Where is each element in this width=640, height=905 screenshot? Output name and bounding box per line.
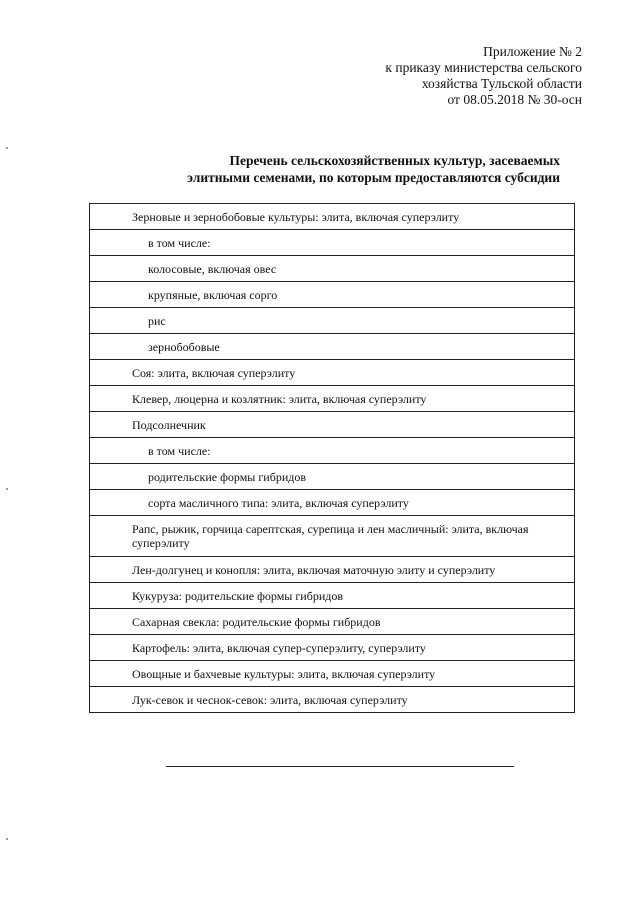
appendix-header	[322, 44, 582, 108]
appendix-ministry: хозяйства Тульской области	[421, 76, 582, 91]
table-row	[90, 308, 575, 334]
crop-cell: родительские формы гибридов	[90, 464, 575, 490]
appendix-number: Приложение № 2	[483, 44, 582, 59]
table-row	[90, 687, 575, 713]
crops-table	[89, 203, 575, 713]
title-line-2: элитными семенами, по которым предоставляются субсидии	[187, 170, 560, 185]
table-row	[90, 490, 575, 516]
scan-mark	[6, 488, 8, 490]
crop-cell: в том числе:	[90, 438, 575, 464]
table-row	[90, 635, 575, 661]
crop-cell: крупяные, включая сорго	[90, 282, 575, 308]
table-row	[90, 230, 575, 256]
table-row	[90, 583, 575, 609]
table-row	[90, 360, 575, 386]
table-row	[90, 661, 575, 687]
crop-cell: Рапс, рыжик, горчица сарептская, сурепица и лен масличный: элита, включая суперэлиту	[90, 516, 575, 557]
crop-cell: Овощные и бахчевые культуры: элита, включая суперэлиту	[90, 661, 575, 687]
crop-cell: колосовые, включая овес	[90, 256, 575, 282]
table-row	[90, 438, 575, 464]
crop-cell: сорта масличного типа: элита, включая суперэлиту	[90, 490, 575, 516]
table-row	[90, 386, 575, 412]
table-row	[90, 557, 575, 583]
table-row	[90, 516, 575, 557]
crop-cell: Кукуруза: родительские формы гибридов	[90, 583, 575, 609]
table-row	[90, 204, 575, 230]
crop-cell: Сахарная свекла: родительские формы гибридов	[90, 609, 575, 635]
table-row	[90, 609, 575, 635]
appendix-date-number: от 08.05.2018 № 30-осн	[447, 92, 582, 107]
crop-cell: Зерновые и зернобобовые культуры: элита, включая суперэлиту	[90, 204, 575, 230]
crop-cell: Подсолнечник	[90, 412, 575, 438]
crop-cell: зернобобовые	[90, 334, 575, 360]
crop-cell: Картофель: элита, включая супер-суперэлиту, суперэлиту	[90, 635, 575, 661]
crop-cell: Соя: элита, включая суперэлиту	[90, 360, 575, 386]
table-row	[90, 282, 575, 308]
crop-cell: Лук-севок и чеснок-севок: элита, включая суперэлиту	[90, 687, 575, 713]
crop-cell: Клевер, люцерна и козлятник: элита, включая суперэлиту	[90, 386, 575, 412]
table-row	[90, 334, 575, 360]
crop-cell: рис	[90, 308, 575, 334]
document-title	[140, 152, 560, 186]
crops-table-body	[90, 204, 575, 713]
crop-cell: Лен-долгунец и конопля: элита, включая маточную элиту и суперэлиту	[90, 557, 575, 583]
appendix-order-ref: к приказу министерства сельского	[385, 60, 582, 75]
scan-mark	[6, 838, 8, 840]
scan-mark	[6, 147, 8, 149]
table-row	[90, 464, 575, 490]
table-row	[90, 412, 575, 438]
bottom-rule	[166, 766, 514, 767]
title-line-1: Перечень сельскохозяйственных культур, засеваемых	[229, 153, 560, 168]
crop-cell: в том числе:	[90, 230, 575, 256]
table-row	[90, 256, 575, 282]
